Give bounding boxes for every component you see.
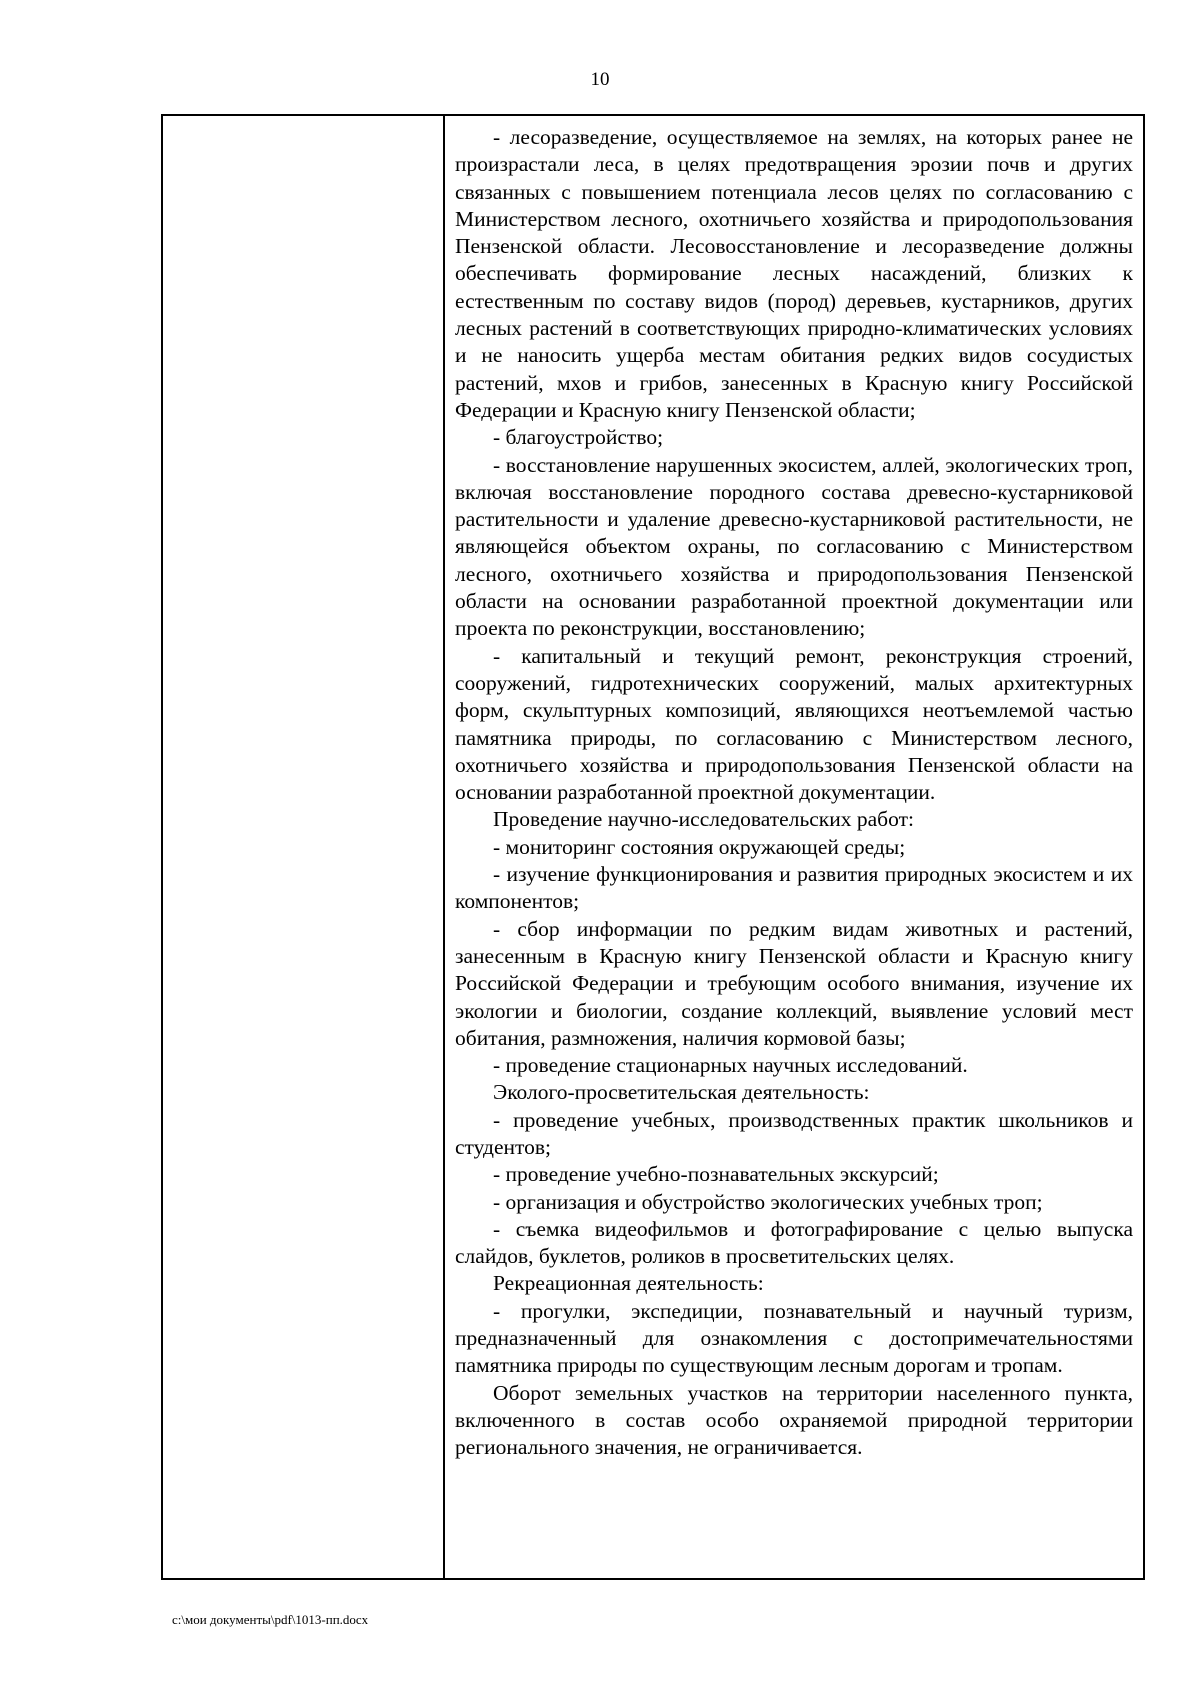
heading-recreational-activity: Рекреационная деятельность: (493, 1271, 764, 1296)
page-number: 10 (590, 69, 610, 90)
paragraph-landscaping: - благоустройство; (493, 425, 664, 450)
heading-ecological-education: Эколого-просветительская деятельность: (493, 1080, 870, 1105)
paragraph-tourism: - прогулки, экспедиции, познавательный и научный туризм, предназначенный для ознакомления с достопримечательностями памятника природы по существующим лесным дорогам и тропам. (455, 1298, 1133, 1378)
paragraph-ecological-trails: - организация и обустройство экологических учебных троп; (493, 1189, 1043, 1214)
table-left-cell (163, 116, 445, 1578)
table-right-cell (445, 116, 1143, 1578)
footer-file-path: c:\мои документы\pdf\1013-пп.docx (172, 1612, 369, 1627)
paragraph-filming: - съемка видеофильмов и фотографирование с целью выпуска слайдов, буклетов, роликов в просветительских целях. (455, 1216, 1133, 1269)
paragraph-rare-species-info: - сбор информации по редким видам животных и растений, занесенным в Красную книгу Пензенской области и Красную книгу Российской Федерации и требующим особого внимания, изучение их экологии и биологии, создание коллекций, выявление условий мест обитания, размножения, наличия кормовой базы; (455, 916, 1133, 1050)
heading-research-works: Проведение научно-исследовательских работ: (493, 807, 914, 832)
paragraph-land-turnover: Оборот земельных участков на территории населенного пункта, включенного в состав особо охраняемой природной территории регионального значения, не ограничивается. (455, 1380, 1133, 1460)
paragraph-excursions: - проведение учебно-познавательных экскурсий; (493, 1162, 939, 1187)
paragraph-ecosystem-study: - изучение функционирования и развития природных экосистем и их компонентов; (455, 862, 1133, 914)
paragraph-student-practice: - проведение учебных, производственных практик школьников и студентов; (455, 1107, 1133, 1159)
paragraph-monitoring: - мониторинг состояния окружающей среды; (493, 834, 906, 859)
paragraph-repair-reconstruction: - капитальный и текущий ремонт, реконструкция строений, сооружений, гидротехнических сооружений, малых архитектурных форм, скульптурных композиций, являющихся неотъемлемой частью памятника природы, по согласованию с Министерством лесного, охотничьего хозяйства и природопользования Пензенской области на основании разработанной проектной документации. (455, 643, 1133, 805)
content-table (161, 114, 1145, 1580)
paragraph-afforestation: - лесоразведение, осуществляемое на землях, на которых ранее не произрастали леса, в целях предотвращения эрозии почв и других связанных с повышением потенциала лесов целях по согласованию с Министерством лесного, охотничьего хозяйства и природопользования Пензенской области. Лесовосстановление и лесоразведение должны обеспечивать формирование лесных насаждений, близких к естественным по составу видов (пород) деревьев, кустарников, других лесных растений в соответствующих природно-климатических условиях и не наносить ущерба местам обитания редких видов сосудистых растений, мхов и грибов, занесенных в Красную книгу Российской Федерации и Красную книгу Пензенской области; (455, 125, 1133, 422)
paragraph-stationary-research: - проведение стационарных научных исследований. (493, 1053, 968, 1078)
paragraph-ecosystem-restoration: - восстановление нарушенных экосистем, аллей, экологических троп, включая восстановление породного состава древесно-кустарниковой растительности и удаление древесно-кустарниковой растительности, не являющейся объектом охраны, по согласованию с Министерством лесного, охотничьего хозяйства и природопользования Пензенской области на основании разработанной проектной документации или проекта по реконструкции, восстановлению; (455, 452, 1133, 641)
